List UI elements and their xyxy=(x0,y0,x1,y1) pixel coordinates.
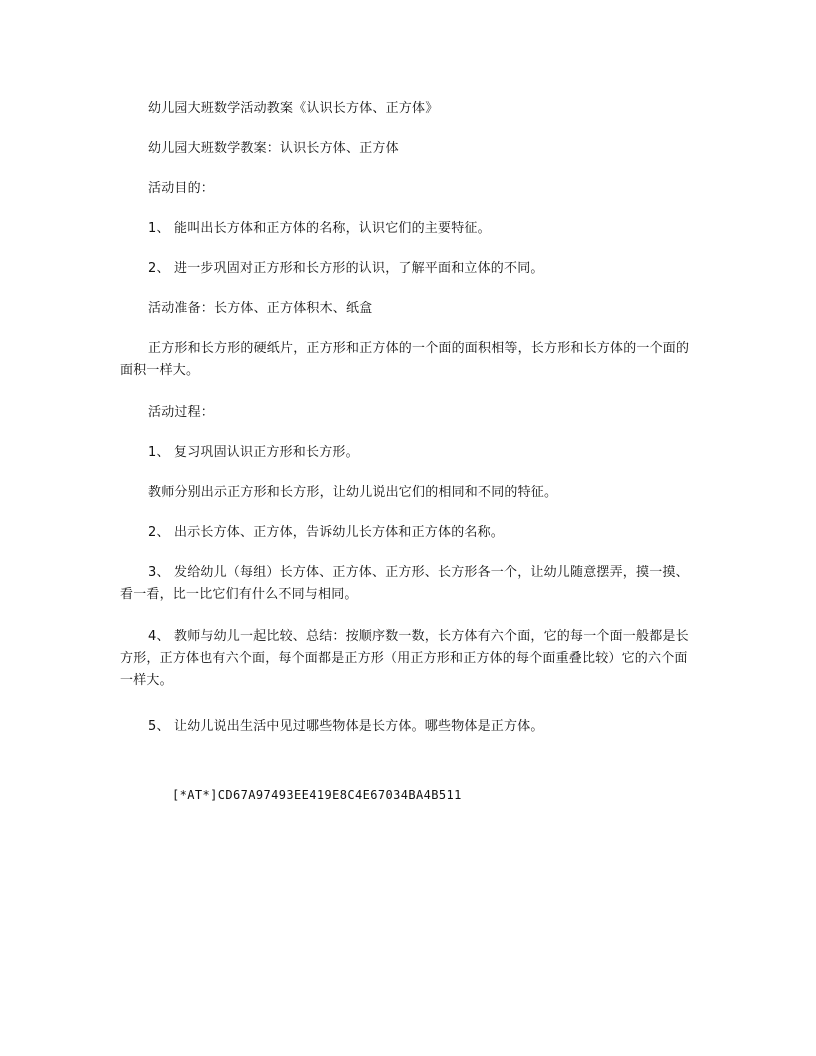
section-heading-process: 活动过程： xyxy=(148,405,215,420)
process-step-4: 4、 教师与幼儿一起比较、总结：按顺序数一数，长方体有六个面，它的每一个面一般都是长方形，正方体也有六个面，每个面都是正方形（用正方形和正方体的每个面重叠比较）它的六个面一样大。 xyxy=(120,629,689,688)
process-step-2: 2、 出示长方体、正方体，告诉幼儿长方体和正方体的名称。 xyxy=(148,525,505,540)
objective-item-2: 2、 进一步巩固对正方形和长方形的认识，了解平面和立体的不同。 xyxy=(148,261,544,276)
process-step-1: 1、 复习巩固认识正方形和长方形。 xyxy=(148,445,359,460)
document-footer-code: [*AT*]CD67A97493EE419E8C4E67034BA4B511 xyxy=(172,788,462,802)
section-heading-objectives: 活动目的： xyxy=(148,181,215,196)
process-step-1-detail: 教师分别出示正方形和长方形，让幼儿说出它们的相同和不同的特征。 xyxy=(148,485,558,500)
process-step-3: 3、 发给幼儿（每组）长方体、正方体、正方形、长方形各一个，让幼儿随意摆弄，摸一摸、看一看，比一比它们有什么不同与相同。 xyxy=(120,565,689,602)
document-subtitle: 幼儿园大班数学教案：认识长方体、正方体 xyxy=(148,141,399,156)
document-title: 幼儿园大班数学活动教案《认识长方体、正方体》 xyxy=(148,101,439,116)
preparation-detail: 正方形和长方形的硬纸片，正方形和正方体的一个面的面积相等，长方形和长方体的一个面的面积一样大。 xyxy=(120,341,690,378)
section-heading-preparation: 活动准备：长方体、正方体积木、纸盒 xyxy=(148,301,373,316)
process-step-5: 5、 让幼儿说出生活中见过哪些物体是长方体。哪些物体是正方体。 xyxy=(148,719,544,734)
objective-item-1: 1、 能叫出长方体和正方体的名称，认识它们的主要特征。 xyxy=(148,221,491,236)
